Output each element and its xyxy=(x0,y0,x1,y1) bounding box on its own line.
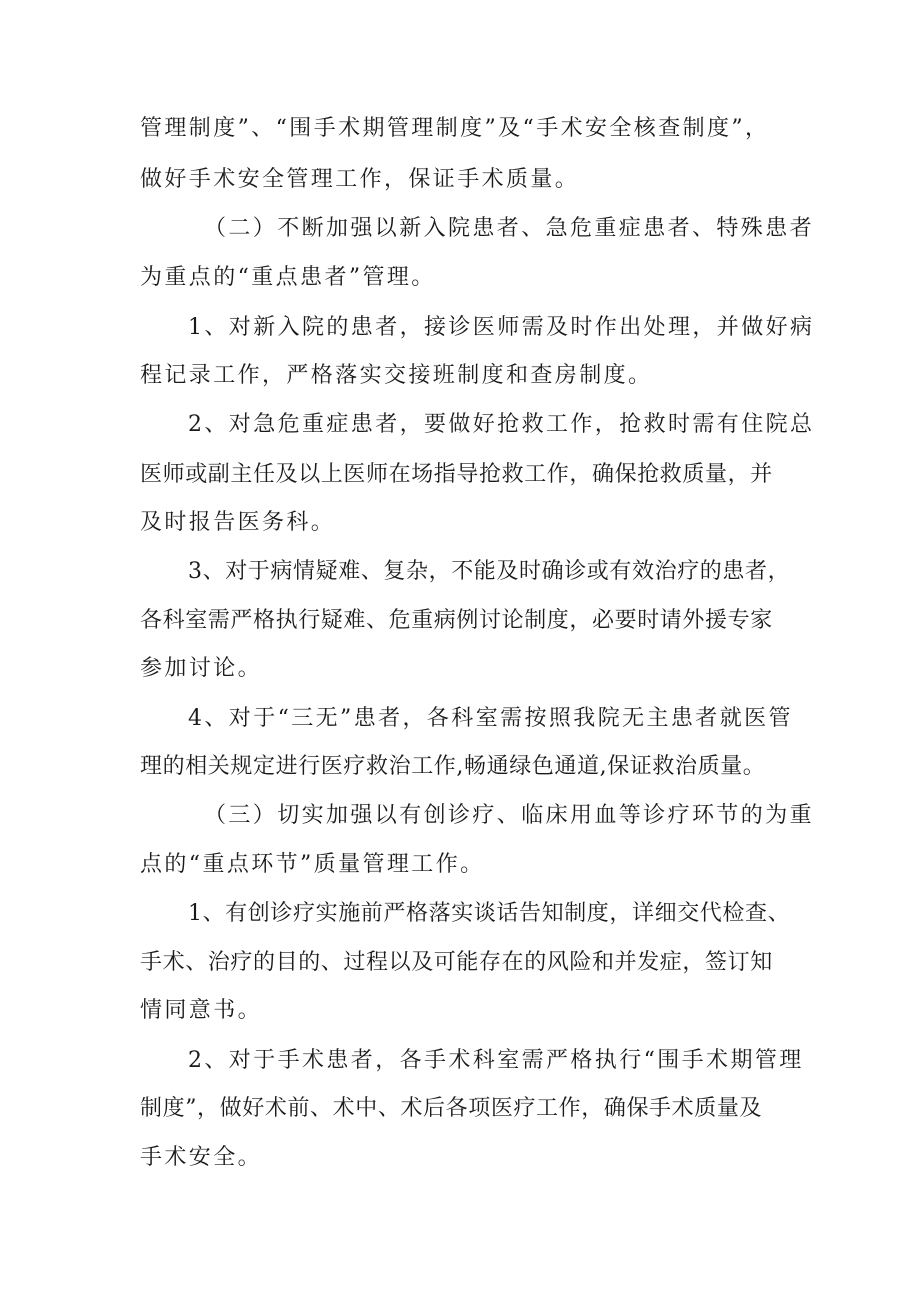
text-line: 3、对于病情疑难、复杂，不能及时确诊或有效治疗的患者， xyxy=(188,559,791,584)
text-line: 做好手术安全管理工作，保证手术质量。 xyxy=(140,167,580,192)
text-line: 程记录工作，严格落实交接班制度和查房制度。 xyxy=(140,363,653,388)
section-heading: 为重点的“重点患者”管理。 xyxy=(140,265,436,290)
text-line: 医师或副主任及以上医师在场指导抢救工作，确保抢救质量，并 xyxy=(140,462,773,487)
text-line: 手术、治疗的目的、过程以及可能存在的风险和并发症，签订知 xyxy=(140,950,773,975)
text-line: 制度”，做好术前、术中、术后各项医疗工作，确保手术质量及 xyxy=(140,1096,763,1121)
text-line: 2、对急危重症患者，要做好抢救工作，抢救时需有住院总 xyxy=(188,412,815,437)
text-line: 管理制度”、“围手术期管理制度”及“手术安全核查制度”， xyxy=(140,116,770,141)
text-line: 及时报告医务科。 xyxy=(140,510,336,535)
text-line: 参加讨论。 xyxy=(140,656,263,681)
text-line: 4、对于“三无”患者，各科室需按照我院无主患者就医管 xyxy=(188,706,793,731)
text-line: 1、有创诊疗实施前严格落实谈话告知制度，详细交代检查、 xyxy=(188,901,791,926)
text-line: 1、对新入院的患者，接诊医师需及时作出处理，并做好病 xyxy=(188,315,815,340)
section-heading: 点的“重点环节”质量管理工作。 xyxy=(140,852,485,877)
section-heading: （二）不断加强以新入院患者、急危重症患者、特殊患者 xyxy=(204,216,815,241)
text-line: 2、对于手术患者，各手术科室需严格执行“围手术期管理 xyxy=(188,1048,804,1073)
text-line: 手术安全。 xyxy=(140,1145,263,1170)
section-heading: （三）切实加强以有创诊疗、临床用血等诊疗环节的为重 xyxy=(204,803,815,828)
text-line: 理的相关规定进行医疗救治工作,畅通绿色通道,保证救治质量。 xyxy=(140,754,766,779)
text-line: 情同意书。 xyxy=(140,998,263,1023)
text-line: 各科室需严格执行疑难、危重病例讨论制度，必要时请外援专家 xyxy=(140,608,773,633)
